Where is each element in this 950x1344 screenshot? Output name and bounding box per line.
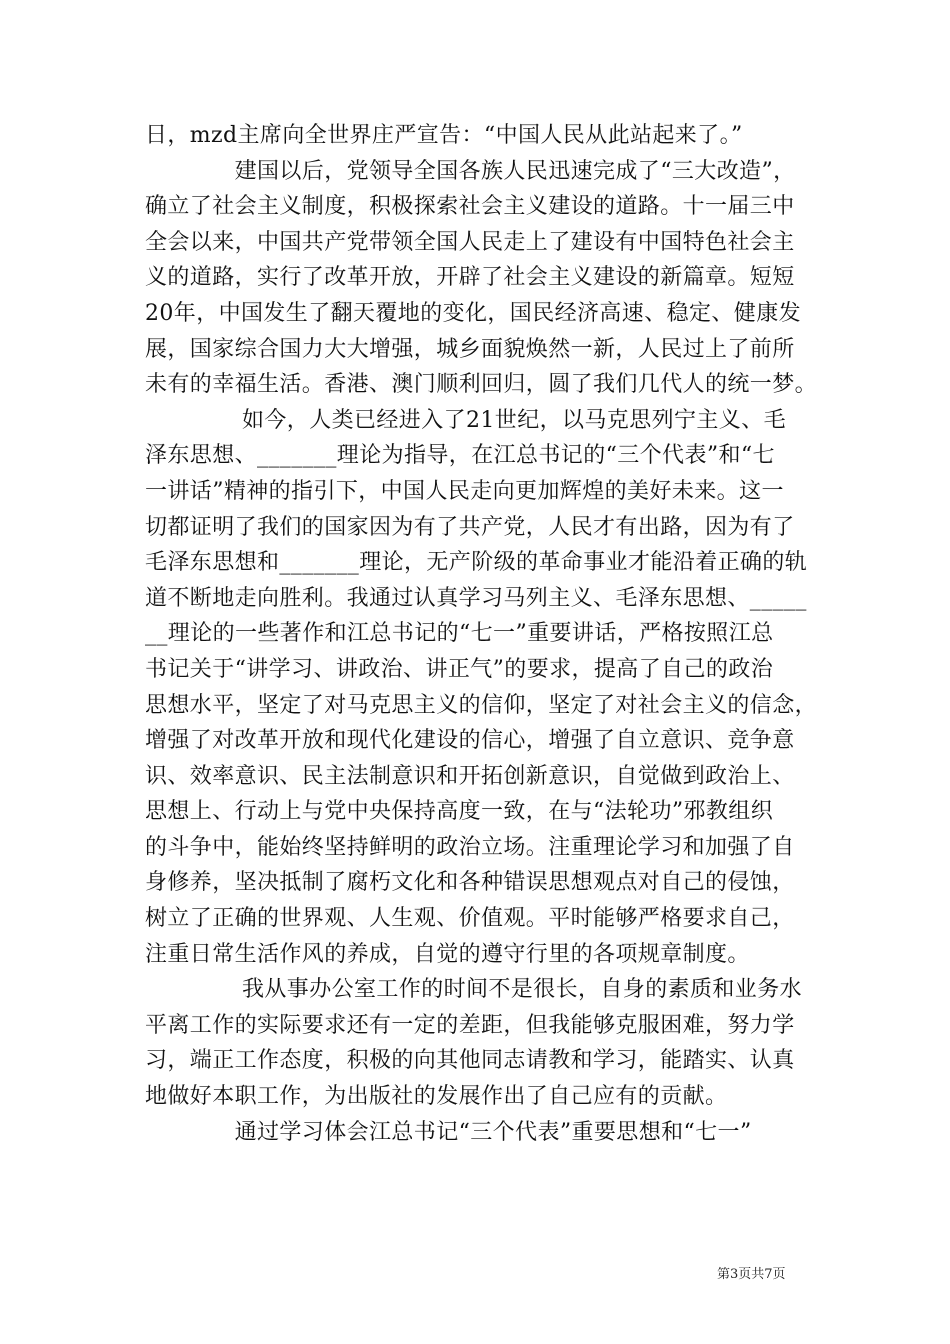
text-line: 平离工作的实际要求还有一定的差距，但我能够克服困难，努力学 [145,1012,795,1038]
text-line: 身修养，坚决抵制了腐朽文化和各种错误思想观点对自己的侵蚀， [145,870,795,896]
text-line: 道不断地走向胜利。我通过认真学习马列主义、毛泽东思想、_____ [145,585,807,611]
text-line: 通过学习体会江总书记“三个代表”重要思想和“七一” [145,1119,752,1145]
text-line: 思想上、行动上与党中央保持高度一致，在与“法轮功”邪教组织 [145,799,774,825]
text-line: __理论的一些著作和江总书记的“七一”重要讲话，严格按照江总 [145,621,774,647]
text-line: 义的道路，实行了改革开放，开辟了社会主义建设的新篇章。短短 [145,265,795,291]
page-number-footer: 第3页共7页 [717,1267,786,1282]
text-line: 全会以来，中国共产党带领全国人民走上了建设有中国特色社会主 [145,229,795,255]
text-line: 识、效率意识、民主法制意识和开拓创新意识，自觉做到政治上、 [145,763,795,789]
text-line: 毛泽东思想和_______理论，无产阶级的革命事业才能沿着正确的轨 [145,550,808,576]
text-line: 未有的幸福生活。香港、澳门顺利回归，圆了我们几代人的统一梦。 [145,372,818,398]
text-line: 日，mzd主席向全世界庄严宣告：“中国人民从此站起来了。” [145,123,743,148]
text-line: 确立了社会主义制度，积极探索社会主义建设的道路。十一届三中 [145,194,795,220]
text-line: 泽东思想、_______理论为指导，在江总书记的“三个代表”和“七 [145,443,775,469]
text-line: 的斗争中，能始终坚持鲜明的政治立场。注重理论学习和加强了自 [145,834,795,860]
text-line: 增强了对改革开放和现代化建设的信心，增强了自立意识、竞争意 [145,728,795,754]
text-line: 切都证明了我们的国家因为有了共产党，人民才有出路，因为有了 [145,514,795,540]
text-line: 习，端正工作态度，积极的向其他同志请教和学习，能踏实、认真 [145,1048,795,1074]
text-line: 注重日常生活作风的养成，自觉的遵守行里的各项规章制度。 [145,941,750,967]
text-line: 展，国家综合国力大大增强，城乡面貌焕然一新，人民过上了前所 [145,336,795,362]
text-line: 建国以后，党领导全国各族人民迅速完成了“三大改造”， [145,158,796,184]
text-line: 我从事办公室工作的时间不是很长，自身的素质和业务水 [145,977,802,1003]
text-line: 思想水平，坚定了对马克思主义的信仰，坚定了对社会主义的信念， [145,692,818,718]
text-line: 一讲话”精神的指引下，中国人民走向更加辉煌的美好未来。这一 [145,478,784,504]
text-line: 20年，中国发生了翻天覆地的变化，国民经济高速、稳定、健康发 [145,300,801,326]
text-line: 书记关于“讲学习、讲政治、讲正气”的要求，提高了自己的政治 [145,656,774,682]
text-line: 地做好本职工作，为出版社的发展作出了自己应有的贡献。 [145,1084,728,1110]
document-body [145,118,830,1150]
text-line: 如今，人类已经进入了21世纪，以马克思列宁主义、毛 [145,407,786,433]
text-line: 树立了正确的世界观、人生观、价值观。平时能够严格要求自己， [145,906,795,932]
